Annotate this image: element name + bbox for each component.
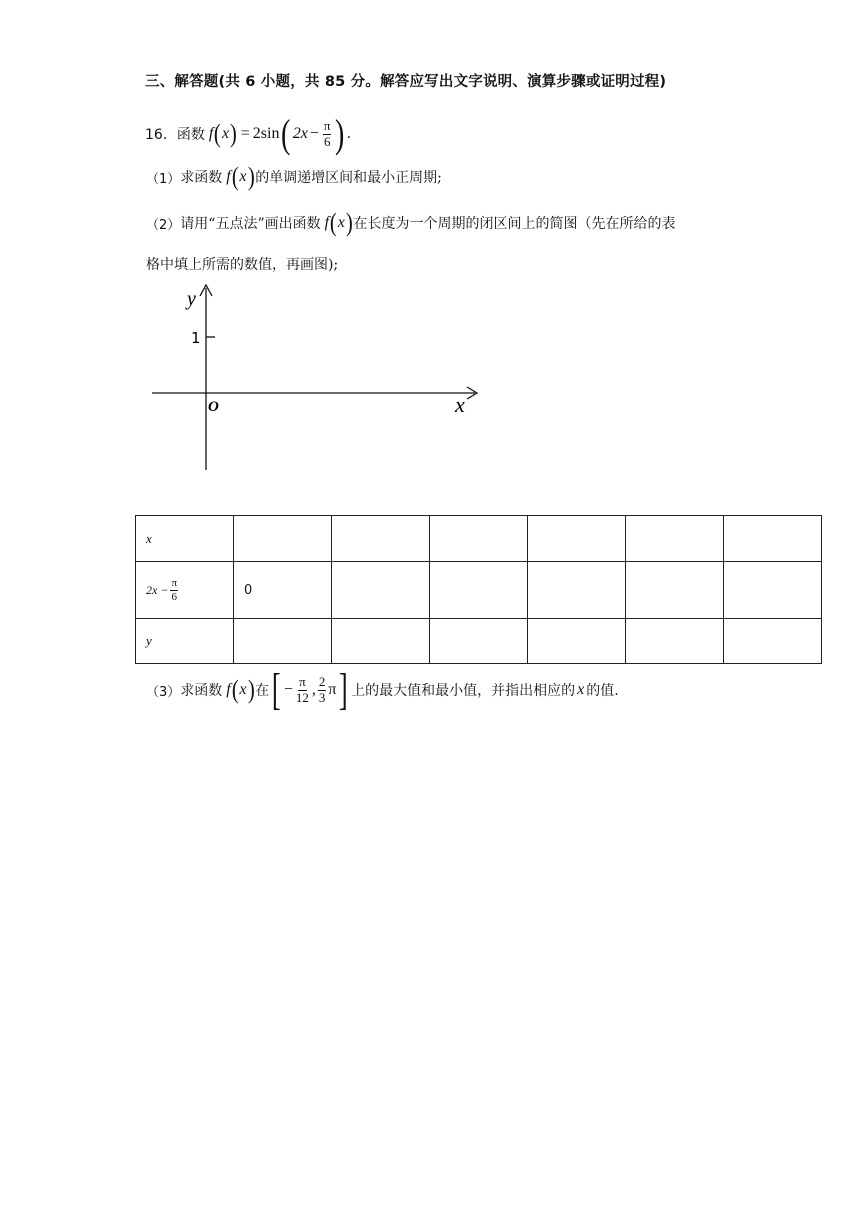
question-16 [145, 111, 351, 156]
y-label: y [187, 288, 196, 310]
paren-close: ) [229, 119, 237, 148]
table-row-x [136, 516, 822, 562]
part-2-text-a: 请用“五点法”画出函数 [180, 216, 321, 232]
part-3-text-d: 的值. [586, 683, 619, 699]
question-lead: 函数 [176, 127, 205, 143]
paren-open: ( [231, 675, 239, 704]
paren-open: ( [231, 162, 239, 191]
pi-over-six: $\frac{\pi}{6}$ [171, 576, 177, 603]
comma: , [311, 681, 316, 698]
big-paren-close: ) [335, 111, 345, 156]
table-row-y [136, 619, 822, 664]
arg-2x: 2x [292, 125, 308, 142]
table-cell[interactable] [724, 562, 822, 619]
minus: − [309, 125, 319, 142]
func-name: f [226, 168, 231, 185]
part-1 [146, 164, 442, 190]
part-3-text-b: 在 [255, 683, 270, 699]
table-cell[interactable] [626, 562, 724, 619]
part-1-text-b: 的单调递增区间和最小正周期; [255, 170, 442, 186]
paren-open: ( [214, 119, 222, 148]
five-point-table [135, 515, 822, 664]
table-cell[interactable] [430, 516, 528, 562]
question-number: 16． [145, 127, 177, 143]
part-3-label: （3） [146, 684, 181, 700]
paren-close: ) [345, 208, 353, 237]
table-cell[interactable] [724, 516, 822, 562]
minus: − [283, 681, 293, 698]
table-cell[interactable] [724, 619, 822, 664]
big-paren-open: ( [281, 111, 291, 156]
table-cell[interactable] [528, 562, 626, 619]
coefficient: 2 [252, 125, 261, 142]
func-var: x [239, 168, 247, 185]
func-var: x [239, 681, 247, 698]
x-label: x [455, 392, 465, 417]
func-var: x [337, 214, 345, 231]
row-label-arg [136, 562, 234, 619]
pi-over-twelve: $\frac{\pi}{12}$ [295, 673, 309, 705]
var-x: x [577, 681, 585, 698]
period: . [346, 125, 351, 142]
row-label-x: x [136, 516, 234, 562]
paren-close: ) [247, 675, 255, 704]
bracket-close: ] [339, 665, 349, 714]
section-title: 三、解答题(共 6 小题，共 85 分。解答应写出文字说明、演算步骤或证明过程) [145, 74, 667, 90]
paren-open: ( [329, 208, 337, 237]
table-cell[interactable] [332, 562, 430, 619]
table-cell[interactable] [332, 516, 430, 562]
part-2-line-2: 格中填上所需的数值，再画图); [146, 257, 339, 273]
func-name: f [226, 681, 231, 698]
table-cell[interactable] [430, 619, 528, 664]
part-2 [146, 210, 676, 236]
tick-one-label: 1 [191, 329, 201, 347]
paren-close: ) [247, 162, 255, 191]
table-row-arg [136, 562, 822, 619]
part-2-label: （2） [146, 217, 181, 233]
table-cell[interactable] [430, 562, 528, 619]
table-cell[interactable] [234, 516, 332, 562]
part-2-text-b: 在长度为一个周期的闭区间上的简图（先在所给的表 [353, 216, 676, 232]
pi-over-six: $\frac{\pi}{6}$ [323, 117, 331, 149]
bracket-open: [ [272, 665, 281, 714]
table-cell[interactable] [528, 619, 626, 664]
part-1-label: （1） [146, 171, 181, 187]
part-1-text-a: 求函数 [180, 170, 223, 186]
two-thirds: $\frac{2}{3}$ [318, 673, 326, 705]
func-name: f [324, 214, 330, 231]
part-3 [146, 665, 619, 714]
part-3-text-a: 求函数 [180, 683, 223, 699]
table-cell[interactable] [626, 516, 724, 562]
pi: π [328, 681, 337, 698]
func-name: f [208, 125, 214, 142]
equals: = [240, 125, 250, 142]
origin-label: O [208, 399, 219, 415]
row-label-arg-text: 2x − [146, 582, 169, 597]
table-cell[interactable] [234, 619, 332, 664]
table-cell[interactable] [528, 516, 626, 562]
sin: sin [260, 125, 280, 142]
table-cell[interactable] [332, 619, 430, 664]
part-3-text-c: 上的最大值和最小值，并指出相应的 [351, 683, 576, 699]
row-label-y: y [136, 619, 234, 664]
table-cell-zero: 0 [234, 562, 332, 619]
coordinate-axes [145, 280, 490, 480]
table-cell[interactable] [626, 619, 724, 664]
func-var: x [221, 125, 230, 142]
